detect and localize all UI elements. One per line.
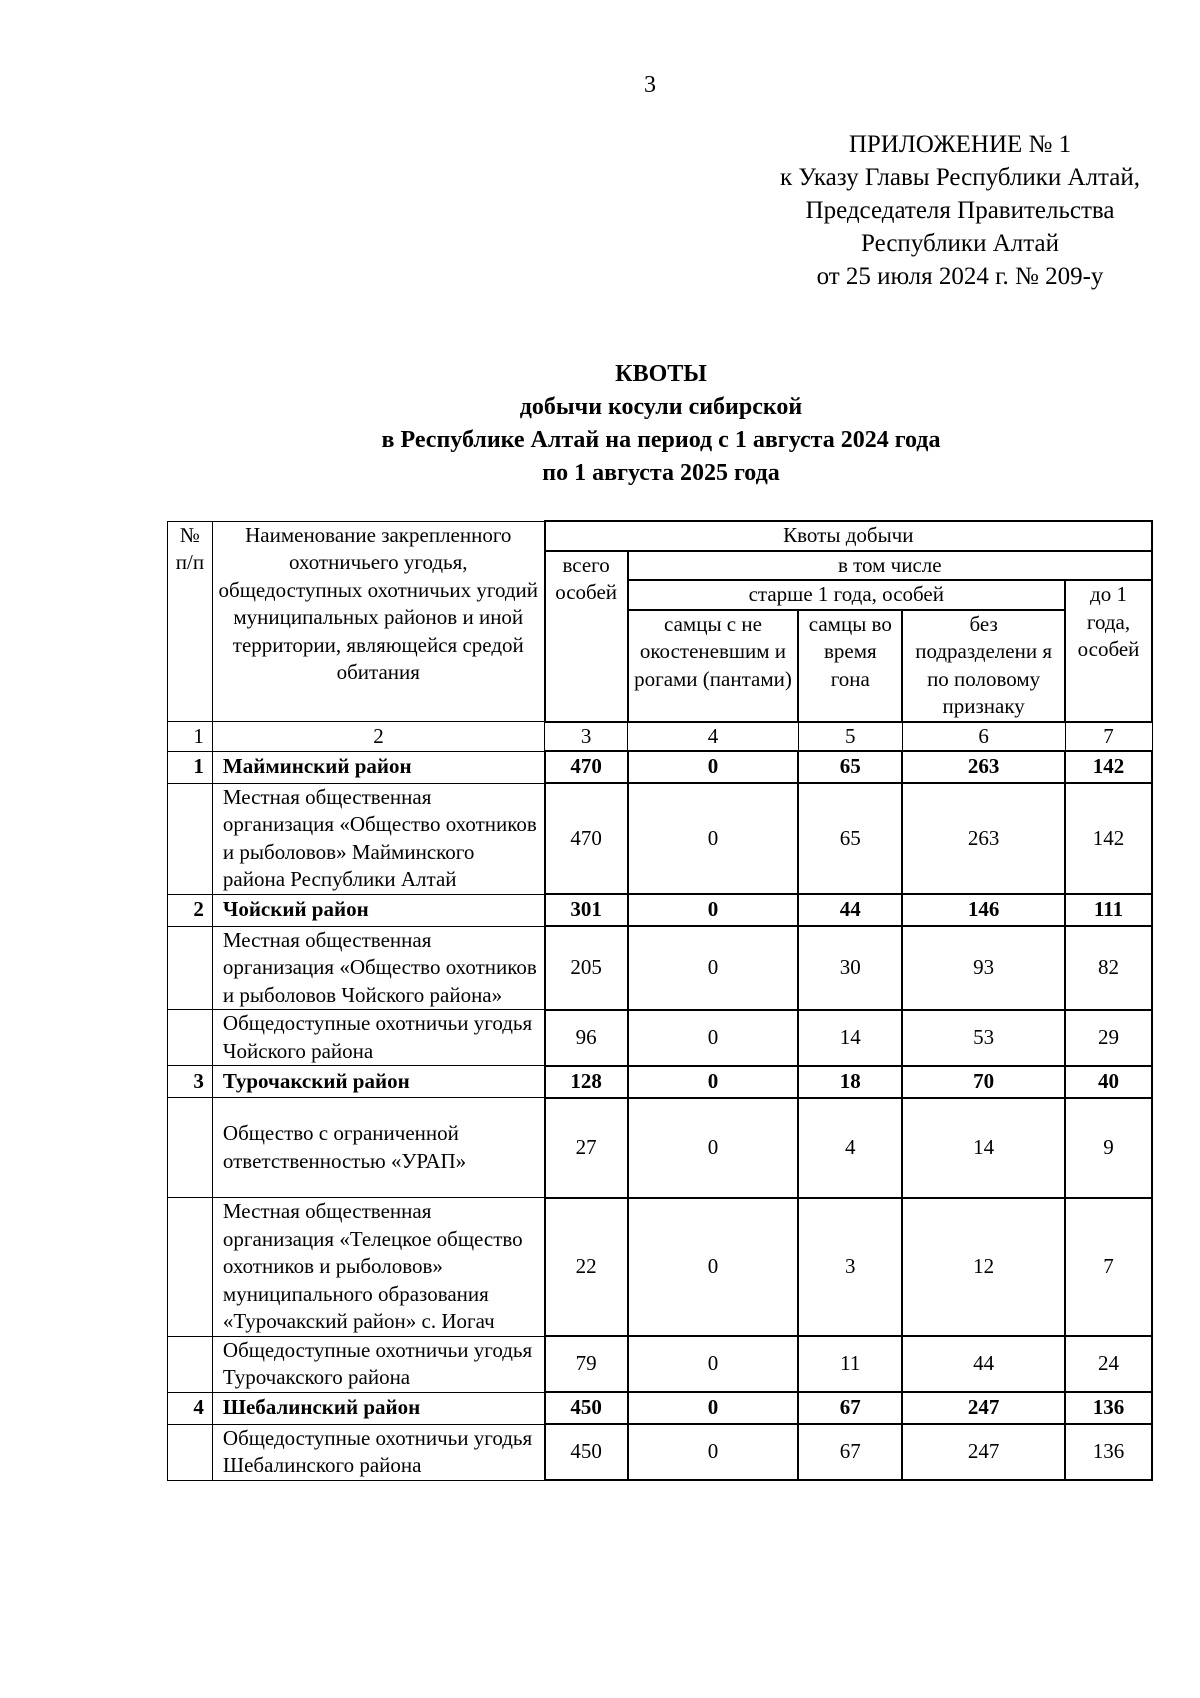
title-line: добычи косули сибирской (519, 394, 803, 420)
header-including: в том числе (628, 551, 1152, 581)
table-row (168, 1066, 1153, 1098)
cell-c5: 30 (798, 926, 902, 1010)
cell-c4: 0 (628, 1066, 799, 1098)
header-quotas: Квоты добычи (545, 521, 1152, 551)
cell-c7: 29 (1065, 1010, 1152, 1066)
cell-c6: 44 (902, 1336, 1065, 1392)
cell-c5: 44 (798, 894, 902, 926)
table-row (168, 894, 1153, 926)
appendix-line: ПРИЛОЖЕНИЕ № 1 (848, 131, 1072, 158)
title-line: КВОТЫ (615, 361, 707, 387)
table-row (168, 783, 1153, 894)
cell-c4: 0 (628, 894, 799, 926)
row-number: 4 (168, 1392, 213, 1424)
row-name: Шебалинский район (212, 1392, 544, 1424)
cell-c5: 14 (798, 1010, 902, 1066)
row-name: Майминский район (212, 751, 544, 783)
row-name: Местная общественная организация «Общество охотников и рыболовов» Майминского района Республики Алтай (212, 783, 544, 894)
row-name: Общество с ограниченной ответственностью «УРАП» (212, 1098, 544, 1198)
header-c4: самцы с не окостеневшим и рогами (пантами) (628, 610, 799, 722)
cell-c5: 65 (798, 783, 902, 894)
cell-c6: 12 (902, 1198, 1065, 1337)
cell-c7: 136 (1065, 1424, 1152, 1480)
table-row (168, 1336, 1153, 1392)
row-number (168, 1336, 213, 1392)
cell-c4: 0 (628, 1098, 799, 1198)
row-name: Турочакский район (212, 1066, 544, 1098)
row-number (168, 1010, 213, 1066)
title-line: в Республике Алтай на период с 1 августа 2024 года (381, 427, 941, 453)
row-name: Общедоступные охотничьи угодья Чойского района (212, 1010, 544, 1066)
row-name: Местная общественная организация «Общество охотников и рыболовов Чойского района» (212, 926, 544, 1010)
row-number: 2 (168, 894, 213, 926)
cell-c5: 11 (798, 1336, 902, 1392)
header-total: всего особей (545, 551, 628, 722)
cell-c7: 136 (1065, 1392, 1152, 1424)
cell-c4: 0 (628, 1392, 799, 1424)
page-number: 3 (644, 72, 656, 98)
column-number: 6 (902, 722, 1065, 752)
cell-c7: 7 (1065, 1198, 1152, 1337)
column-number: 7 (1065, 722, 1152, 752)
column-number: 4 (628, 722, 799, 752)
cell-total: 79 (545, 1336, 628, 1392)
cell-total: 450 (545, 1392, 628, 1424)
quota-table (167, 520, 1153, 1481)
header-name: Наименование закрепленного охотничьего угодья, общедоступных охотничьих угодий муниципальных районов и иной территории, являющейся средой обитания (212, 521, 544, 722)
cell-c7: 9 (1065, 1098, 1152, 1198)
column-number: 3 (545, 722, 628, 752)
cell-c4: 0 (628, 751, 799, 783)
cell-total: 450 (545, 1424, 628, 1480)
cell-total: 22 (545, 1198, 628, 1337)
cell-c5: 67 (798, 1424, 902, 1480)
cell-c6: 93 (902, 926, 1065, 1010)
cell-c5: 4 (798, 1098, 902, 1198)
header-num: № п/п (168, 521, 213, 722)
column-number: 1 (168, 722, 213, 752)
row-number (168, 1098, 213, 1198)
cell-c6: 53 (902, 1010, 1065, 1066)
row-name: Общедоступные охотничьи угодья Шебалинского района (212, 1424, 544, 1480)
table-row (168, 1424, 1153, 1480)
appendix-line: к Указу Главы Республики Алтай, (779, 164, 1140, 191)
row-number (168, 1424, 213, 1480)
cell-c6: 14 (902, 1098, 1065, 1198)
cell-c7: 82 (1065, 926, 1152, 1010)
header-row (168, 521, 1153, 551)
header-under1: до 1 года, особей (1065, 580, 1152, 722)
table-row (168, 1010, 1153, 1066)
cell-c7: 111 (1065, 894, 1152, 926)
cell-c7: 142 (1065, 751, 1152, 783)
appendix-line: от 25 июля 2024 г. № 209-у (816, 263, 1104, 290)
cell-c4: 0 (628, 1010, 799, 1066)
row-number (168, 783, 213, 894)
column-number: 5 (798, 722, 902, 752)
table-row (168, 1392, 1153, 1424)
cell-c6: 263 (902, 783, 1065, 894)
appendix-line: Председателя Правительства (805, 197, 1115, 224)
column-number: 2 (212, 722, 544, 752)
cell-total: 301 (545, 894, 628, 926)
header-c6: без подразделени я по половому признаку (902, 610, 1065, 722)
table-row (168, 926, 1153, 1010)
header-c5: самцы во время гона (798, 610, 902, 722)
cell-total: 128 (545, 1066, 628, 1098)
cell-c4: 0 (628, 1336, 799, 1392)
column-number-row (168, 722, 1153, 752)
cell-c4: 0 (628, 1424, 799, 1480)
row-number: 3 (168, 1066, 213, 1098)
cell-c6: 263 (902, 751, 1065, 783)
cell-c7: 40 (1065, 1066, 1152, 1098)
cell-total: 470 (545, 751, 628, 783)
cell-c5: 65 (798, 751, 902, 783)
cell-c6: 247 (902, 1424, 1065, 1480)
cell-c6: 146 (902, 894, 1065, 926)
row-number (168, 926, 213, 1010)
cell-c5: 18 (798, 1066, 902, 1098)
row-number (168, 1198, 213, 1337)
row-name: Местная общественная организация «Телецкое общество охотников и рыболовов» муниципального образования «Турочакский район» с. Иогач (212, 1198, 544, 1337)
appendix-line: Республики Алтай (861, 230, 1059, 257)
cell-c6: 70 (902, 1066, 1065, 1098)
cell-total: 470 (545, 783, 628, 894)
header-older: старше 1 года, особей (628, 580, 1065, 610)
cell-c4: 0 (628, 783, 799, 894)
cell-c6: 247 (902, 1392, 1065, 1424)
title-line: по 1 августа 2025 года (542, 460, 780, 486)
cell-c5: 3 (798, 1198, 902, 1337)
cell-total: 205 (545, 926, 628, 1010)
row-name: Общедоступные охотничьи угодья Турочакского района (212, 1336, 544, 1392)
cell-c4: 0 (628, 926, 799, 1010)
table-row (168, 1198, 1153, 1337)
cell-c7: 24 (1065, 1336, 1152, 1392)
table-row (168, 1098, 1153, 1198)
appendix-block (700, 128, 1200, 293)
row-number: 1 (168, 751, 213, 783)
cell-total: 27 (545, 1098, 628, 1198)
row-name: Чойский район (212, 894, 544, 926)
table-row (168, 751, 1153, 783)
cell-total: 96 (545, 1010, 628, 1066)
document-title (0, 358, 1200, 490)
cell-c5: 67 (798, 1392, 902, 1424)
cell-c4: 0 (628, 1198, 799, 1337)
cell-c7: 142 (1065, 783, 1152, 894)
